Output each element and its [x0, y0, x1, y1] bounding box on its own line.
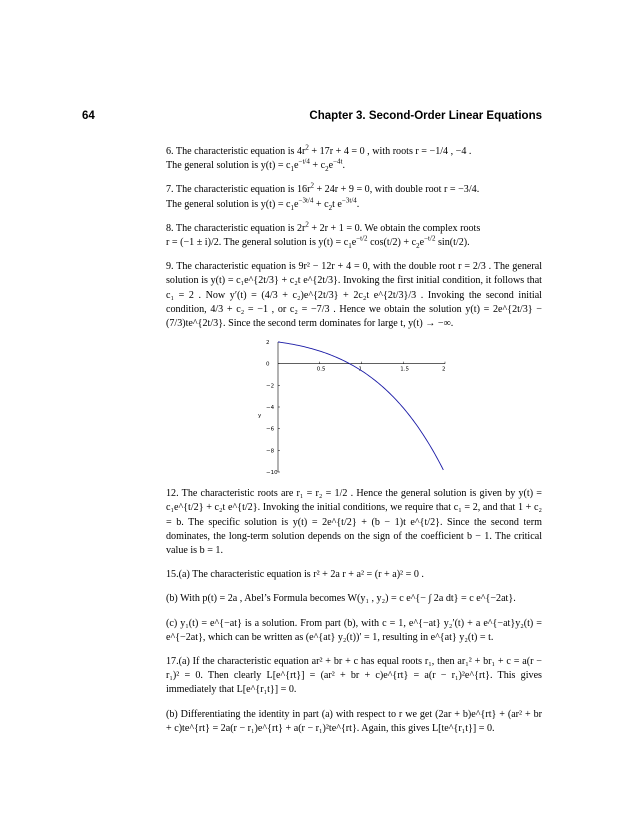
y-tick-label: −2 [266, 383, 275, 390]
y-tick-label: 0 [266, 361, 270, 368]
problem-15b: (b) With p(t) = 2a , Abel’s Formula becomes W(y₁ , y₂) = c e^{− ∫ 2a dt} = c e^{−2at}. [166, 593, 516, 605]
y-axis-label: y [258, 413, 262, 420]
problem-8: 8. The characteristic equation is $2r^2 + 2r + 1 = 0$. We obtain the complex roots r = (−1 ± i)/2. The general solution is $y(t) = c_1e^{-t/2}$ $\cos(t/2) + c_2e^{-t/2}$ sin(t/2). [166, 220, 481, 251]
page-body [166, 145, 542, 746]
y-tick-label: −4 [266, 405, 275, 412]
y-tick-label: 2 [266, 340, 270, 347]
page-header [82, 110, 542, 126]
problem-15c: (c) y₁(t) = e^{−at} is a solution. From part (b), with c = 1, e^{−at} y₂′(t) + a e^{−at}y₂(t) = e^{−2at}, which can be written as (e^{at} y₂(t))′ = 1, resulting in e^{at} y₂(t) = t. [166, 617, 542, 643]
x-tick-label: 2 [442, 366, 446, 373]
x-tick-label: 0.5 [316, 366, 326, 373]
plot-axes [278, 342, 445, 472]
problem-17b: (b) Differentiating the identity in part (a) with respect to r we get (2ar + b)e^{rt} + (ar² + br + c)te^{rt} = 2a(r − r₁)e^{rt} + a(r − r₁)²te^{rt}. Again, this gives L[te^{r₁t}] = 0. [166, 708, 542, 734]
chapter-title: Chapter 3. Second-Order Linear Equations [309, 110, 542, 122]
x-tick-label: 1 [358, 366, 362, 373]
problem-15a: 15.(a) The characteristic equation is r² + 2a r + a² = (r + a)² = 0 . [166, 569, 424, 581]
y-tick-label: −8 [266, 448, 275, 455]
x-tick-label: 1.5 [400, 366, 409, 373]
problem-17a: 17.(a) If the characteristic equation ar² + br + c has equal roots r₁, then ar₁² + br₁ + c = a(r − r₁)² = 0. Then clearly L[e^{rt}] = (ar² + br + c)e^{rt} = a(r − r₁)²e^{rt}. This gives immediately that L[e^{r₁t}] = 0. [166, 656, 542, 696]
problem-6: 6. The characteristic equation is $4r^2 + 17r + 4 = 0$ , with roots r = −1/4 , −4 . The general solution is $y(t) = c_1e^{-t/4} + c_2e^{-4t}$. [166, 143, 472, 174]
y-tick-label: −6 [266, 426, 275, 433]
page-number: 64 [82, 110, 95, 122]
y-tick-label: −10 [266, 470, 278, 477]
solution-plot [250, 337, 450, 477]
problem-7: 7. The characteristic equation is $16r^2 + 24r + 9 = 0$, with double root r = −3/4. The general solution is $y(t) = c_1e^{-3t/4} + c_2t$ $e^{-3t/4}$. [166, 182, 480, 212]
problem-12: 12. The characteristic roots are r₁ = r₂ = 1/2 . Hence the general solution is given by y(t) = c₁e^{t/2} + c₂t e^{t/2}. Invoking the initial conditions, we require that c₁ = 2, and that 1 + c₂ = b. The specific solution is y(t) = 2e^{t/2} + (b − 1)t e^{t/2}. Since the second term dominates, the long-term solution depends on the sign of the coefficient b − 1. The critical value is b = 1. [166, 488, 542, 557]
problem-9: 9. The characteristic equation is 9r² − 12r + 4 = 0, with the double root r = 2/3 . The general solution is y(t) = c₁e^{2t/3} + c₂t e^{2t/3}. Invoking the first initial condition, it follows that c₁ = 2 . Now y′(t) = (4/3 + c₂)e^{2t/3} + 2c₂t e^{2t/3}/3 . Invoking the second initial condition, 4/3 + c₂ = −1 , or c₂ = −7/3 . Hence we obtain the solution y(t) = 2e^{2t/3} − (7/3)te^{2t/3}. Since the second term dominates for large t, y(t) → −∞. [166, 261, 542, 330]
solution-curve [278, 342, 443, 470]
plot-ticks [266, 340, 446, 476]
